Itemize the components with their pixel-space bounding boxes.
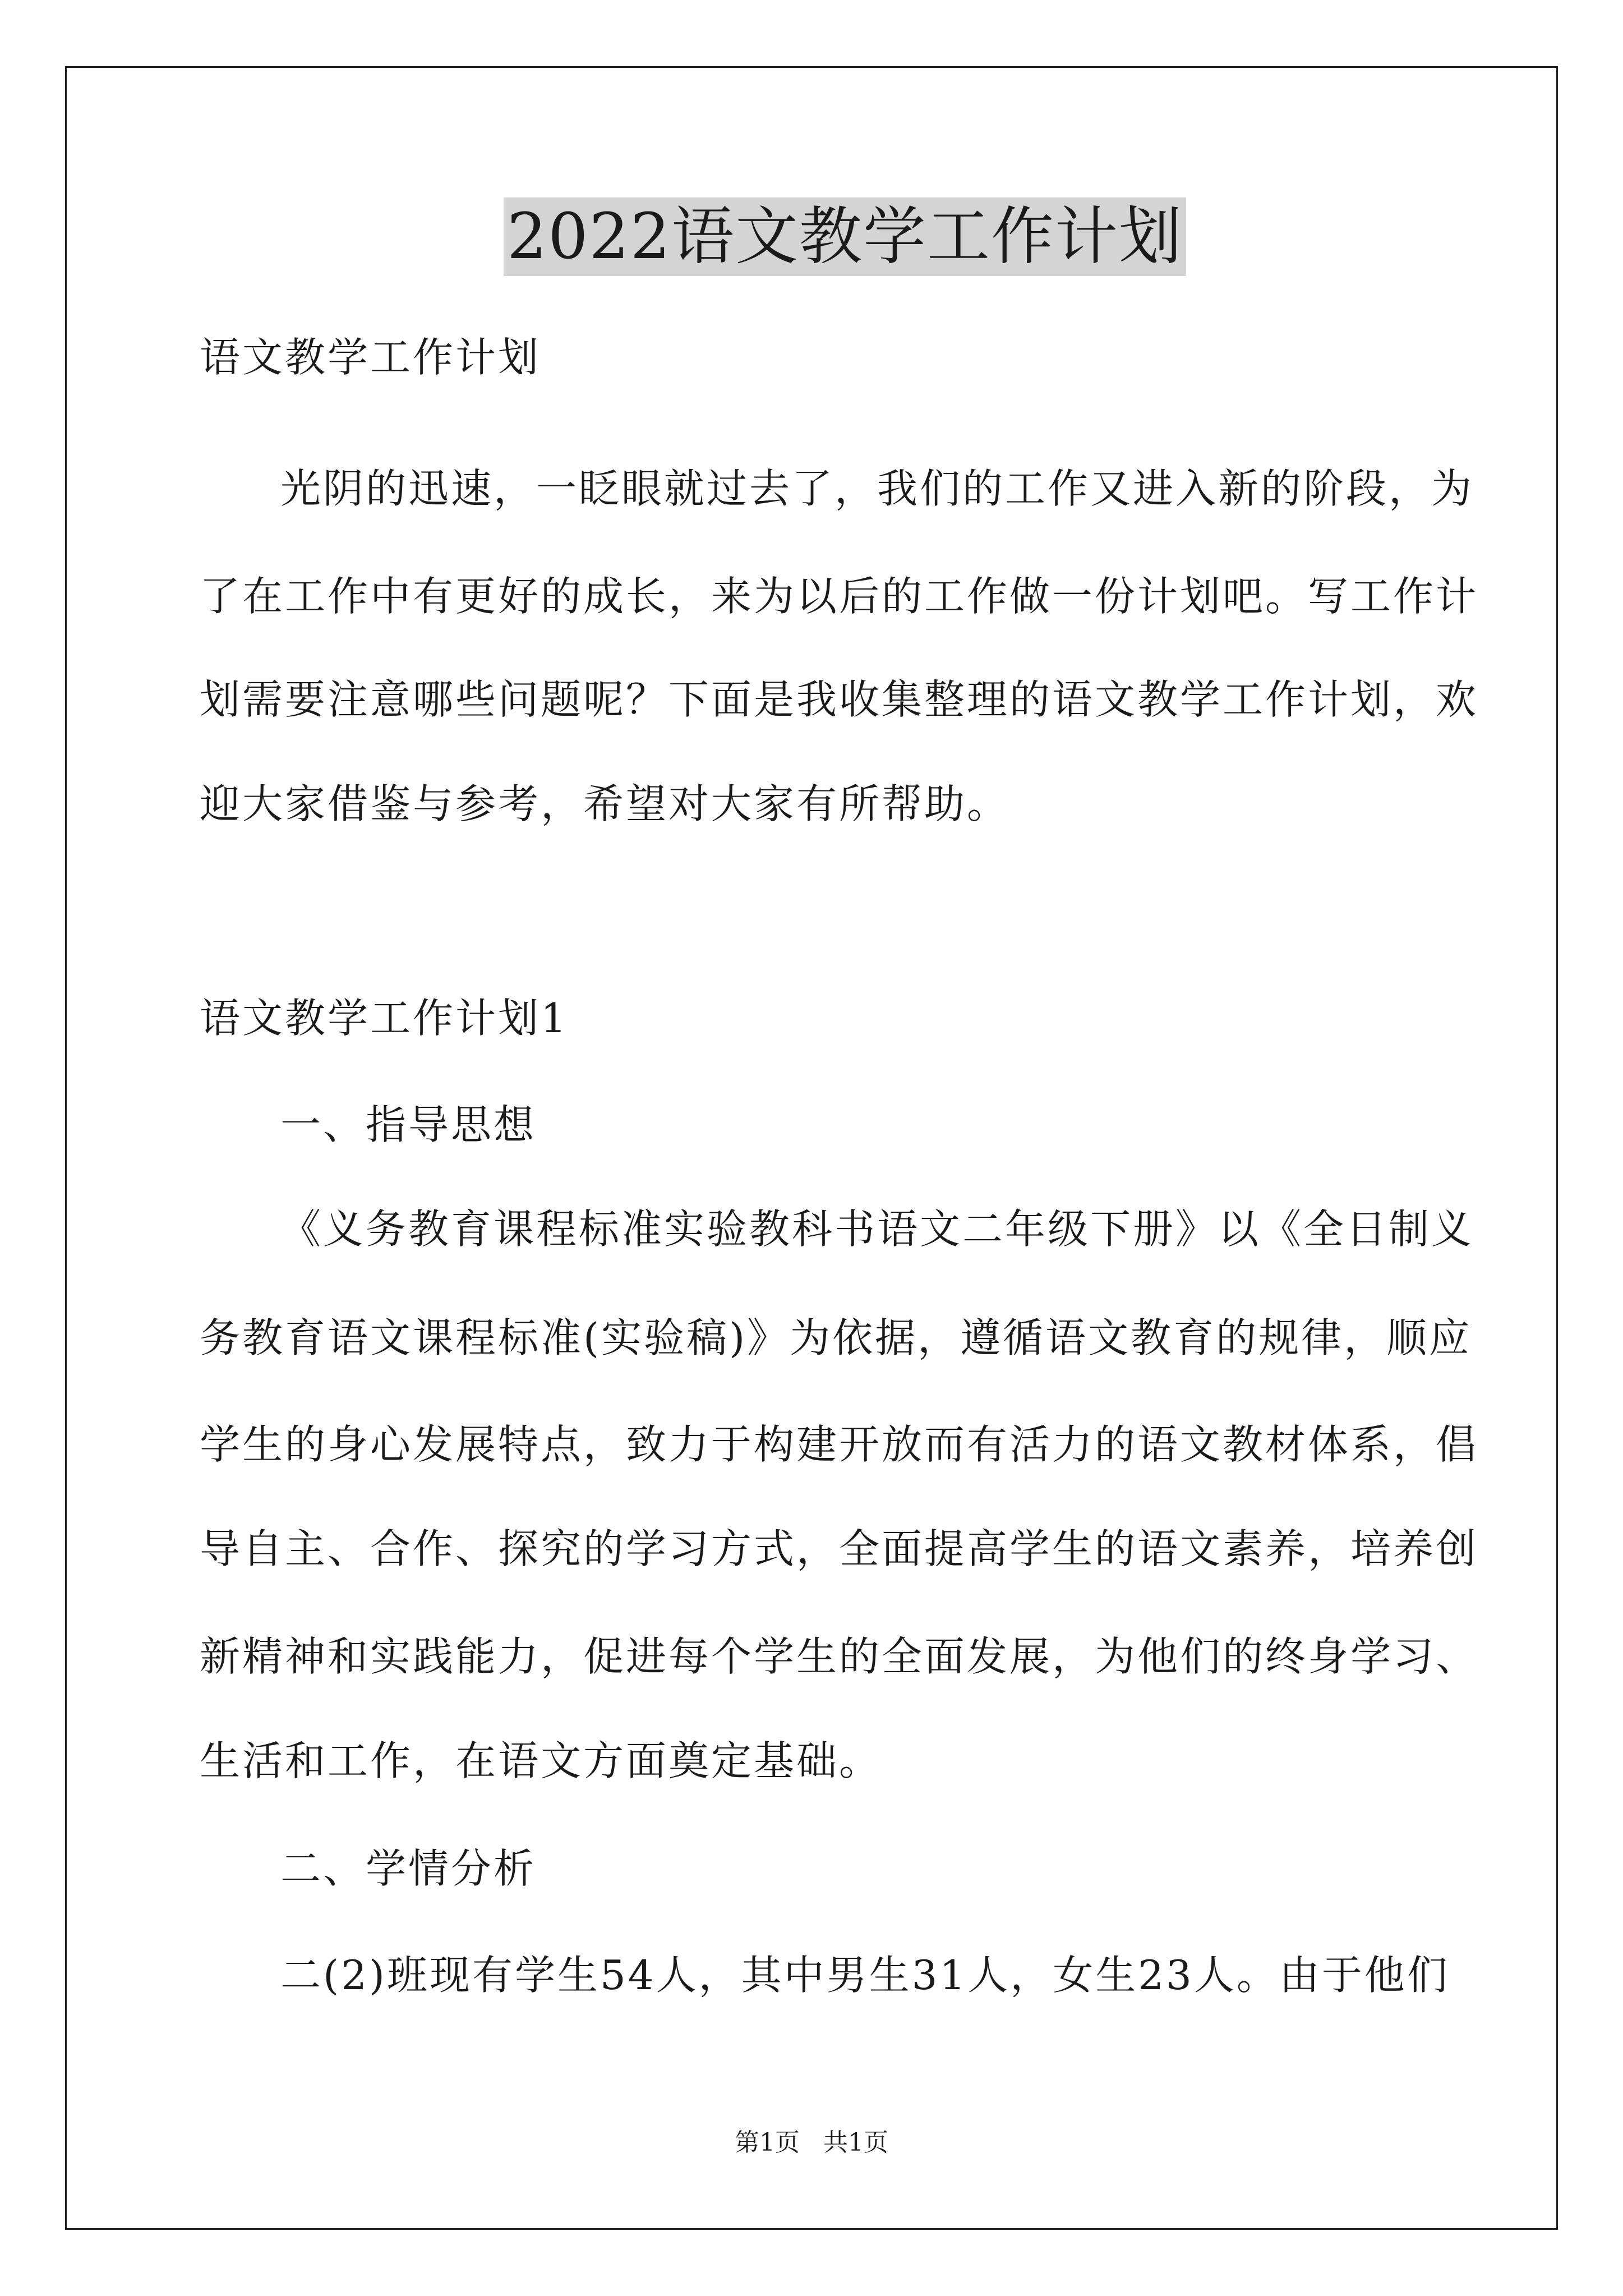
paragraph-line: 光阴的迅速，一眨眼就过去了，我们的工作又进入新的阶段，为	[280, 465, 1474, 512]
subsection-heading: 一、指导思想	[280, 1101, 537, 1148]
paragraph-line: 二(2)班现有学生54人，其中男生31人，女生23人。由于他们	[280, 1952, 1450, 1999]
paragraph-line: 迎大家借鉴与参考，希望对大家有所帮助。	[200, 780, 1010, 827]
page-footer: 第1页 共1页	[735, 2128, 888, 2157]
subsection-heading: 二、学情分析	[280, 1845, 537, 1892]
section-heading: 语文教学工作计划	[200, 334, 541, 381]
paragraph-line: 了在工作中有更好的成长，来为以后的工作做一份计划吧。写工作计	[200, 573, 1479, 620]
paragraph-line: 划需要注意哪些问题呢？下面是我收集整理的语文教学工作计划，欢	[200, 676, 1479, 723]
paragraph-line: 《义务教育课程标准实验教科书语文二年级下册》以《全日制义	[280, 1205, 1474, 1253]
paragraph-line: 导自主、合作、探究的学习方式，全面提高学生的语文素养，培养创	[200, 1525, 1479, 1572]
section-heading: 语文教学工作计划1	[200, 995, 569, 1042]
paragraph-line: 生活和工作，在语文方面奠定基础。	[200, 1737, 882, 1784]
paragraph-line: 新精神和实践能力，促进每个学生的全面发展，为他们的终身学习、	[200, 1633, 1479, 1680]
paragraph-line: 学生的身心发展特点，致力于构建开放而有活力的语文教材体系，倡	[200, 1421, 1479, 1468]
paragraph-line: 务教育语文课程标准(实验稿)》为依据，遵循语文教育的规律，顺应	[200, 1314, 1472, 1361]
document-title: 2022语文教学工作计划	[504, 197, 1186, 276]
